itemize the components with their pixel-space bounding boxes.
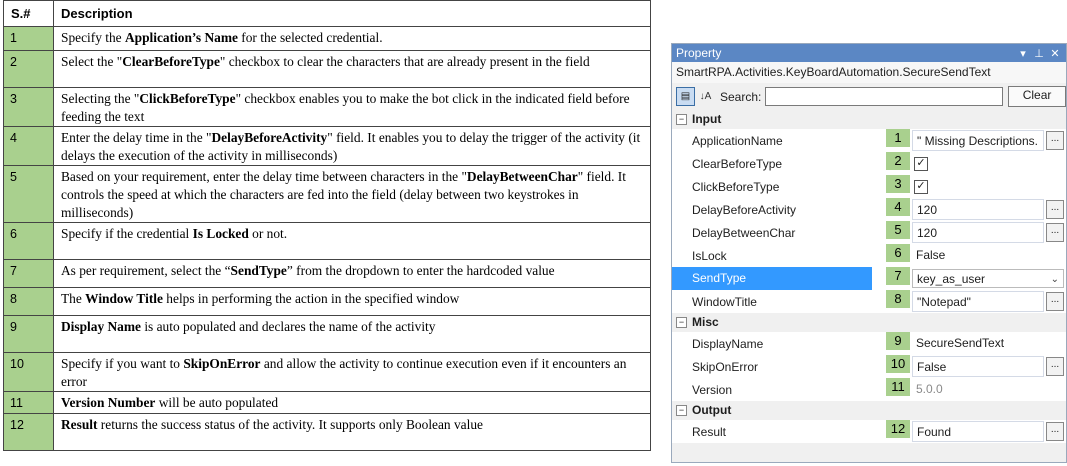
row-number: 6 — [4, 223, 54, 260]
panel-toolbar — [672, 83, 1066, 110]
prop-label: ApplicationName — [692, 133, 783, 148]
prop-label: ClearBeforeType — [692, 156, 783, 171]
row-description — [54, 414, 651, 451]
prop-window-title — [672, 290, 1066, 313]
prop-label: DisplayName — [692, 336, 764, 351]
category-misc[interactable] — [672, 313, 1066, 332]
prop-label: WindowTitle — [692, 294, 757, 309]
send-type-dropdown[interactable] — [912, 269, 1064, 288]
bold-term: Display Name — [61, 319, 141, 334]
bold-term: Window Title — [85, 291, 163, 306]
description-text: Select the " — [61, 54, 123, 69]
ellipsis-button[interactable]: ... — [1046, 200, 1064, 219]
table-row — [4, 288, 651, 316]
prop-label: ClickBeforeType — [692, 179, 780, 194]
row-number: 8 — [4, 288, 54, 316]
description-text: " checkbox to clear the characters that are already present in the field — [219, 54, 590, 69]
bold-term: ClearBeforeType — [122, 54, 220, 69]
table-header-row — [4, 1, 651, 27]
prop-label: DelayBeforeActivity — [692, 202, 797, 217]
property-panel — [671, 43, 1067, 463]
callout-badge: 3 — [886, 175, 910, 193]
selected-type-name: SmartRPA.Activities.KeyBoardAutomation.SecureSendText — [672, 62, 1066, 83]
clear-button[interactable]: Clear — [1008, 86, 1066, 107]
application-name-field[interactable]: " Missing Descriptions. — [912, 130, 1044, 151]
category-label: Output — [692, 403, 732, 417]
category-label: Input — [692, 112, 722, 126]
category-output[interactable] — [672, 401, 1066, 420]
collapse-icon[interactable]: − — [676, 114, 687, 125]
delay-between-char-field[interactable]: 120 — [912, 222, 1044, 243]
callout-badge: 9 — [886, 332, 910, 350]
prop-display-name — [672, 332, 1066, 355]
prop-result — [672, 420, 1066, 443]
version-value: 5.0.0 — [916, 382, 943, 396]
skip-on-error-field[interactable]: False — [912, 356, 1044, 377]
collapse-icon[interactable]: − — [676, 317, 687, 328]
bold-term: DelayBeforeActivity — [211, 130, 328, 145]
prop-label: DelayBetweenChar — [692, 225, 796, 240]
row-description — [54, 288, 651, 316]
chevron-down-icon[interactable]: ⌄ — [1050, 274, 1059, 285]
callout-badge: 12 — [886, 420, 910, 438]
row-number: 4 — [4, 127, 54, 166]
alphabetical-sort-icon[interactable]: ↓A — [699, 91, 712, 102]
is-lock-value[interactable]: False — [916, 248, 946, 262]
window-title-field[interactable]: "Notepad" — [912, 291, 1044, 312]
row-number: 3 — [4, 88, 54, 127]
prop-is-lock — [672, 244, 1066, 267]
callout-badge: 7 — [886, 267, 910, 285]
callout-badge: 10 — [886, 355, 910, 373]
callout-badge: 2 — [886, 152, 910, 170]
description-text: and allow the activity to continue execution even if it encounters an error — [61, 356, 627, 389]
row-number: 1 — [4, 27, 54, 51]
description-text: Specify if the credential — [61, 226, 193, 241]
table-row — [4, 392, 651, 414]
panel-titlebar — [672, 44, 1066, 62]
callout-badge: 6 — [886, 244, 910, 262]
ellipsis-button[interactable]: ... — [1046, 292, 1064, 311]
callout-badge: 4 — [886, 198, 910, 216]
category-input[interactable] — [672, 110, 1066, 129]
description-text: for the selected credential. — [237, 30, 383, 45]
callout-badge: 5 — [886, 221, 910, 239]
description-text: Specify the — [61, 30, 125, 45]
row-description — [54, 260, 651, 288]
table-body — [4, 27, 651, 451]
description-text: Based on your requirement, enter the delay time between characters in the " — [61, 169, 467, 184]
row-number: 12 — [4, 414, 54, 451]
prop-delay-between-char — [672, 221, 1066, 244]
description-text: " checkbox enables you to make the bot click in the indicated field before feeding the text — [61, 91, 630, 124]
description-text: returns the success status of the activity. It supports only Boolean value — [97, 417, 483, 432]
description-text: helps in performing the action in the specified window — [162, 291, 460, 306]
dropdown-icon[interactable]: ▾ — [1020, 47, 1026, 60]
header-description: Description — [54, 1, 651, 27]
prop-label: Version — [692, 382, 733, 397]
callout-badge: 11 — [886, 378, 910, 396]
search-input[interactable] — [765, 87, 1003, 106]
bold-term: SkipOnError — [183, 356, 261, 371]
description-text: or not. — [248, 226, 288, 241]
row-description — [54, 51, 651, 88]
table-row — [4, 127, 651, 166]
row-number: 2 — [4, 51, 54, 88]
row-description — [54, 166, 651, 223]
result-field[interactable]: Found — [912, 421, 1044, 442]
bold-term: Is Locked — [192, 226, 249, 241]
bold-term: DelayBetweenChar — [466, 169, 578, 184]
bold-term: Application’s Name — [124, 30, 238, 45]
row-number: 10 — [4, 353, 54, 392]
description-text: As per requirement, select the “ — [61, 263, 231, 278]
prop-version — [672, 378, 1066, 401]
description-text: is auto populated and declares the name of the activity — [140, 319, 436, 334]
prop-click-before-type — [672, 175, 1066, 198]
pin-icon[interactable]: ⊥ — [1034, 47, 1044, 60]
description-text: " field. It enables you to delay the trigger of the activity (it delays the execution of the activity in milliseconds) — [61, 130, 641, 163]
table-row — [4, 353, 651, 392]
table-row — [4, 27, 651, 51]
bold-term: Result — [61, 417, 98, 432]
search-label: Search: — [719, 89, 762, 104]
row-description — [54, 353, 651, 392]
prop-clear-before-type — [672, 152, 1066, 175]
send-type-value: key_as_user — [917, 272, 986, 286]
ellipsis-button[interactable]: ... — [1046, 131, 1064, 150]
bold-term: Version Number — [61, 395, 156, 410]
row-description — [54, 88, 651, 127]
row-description — [54, 127, 651, 166]
prop-label: SendType — [672, 267, 872, 290]
table-row — [4, 166, 651, 223]
row-description — [54, 392, 651, 414]
ellipsis-button[interactable]: ... — [1046, 357, 1064, 376]
prop-application-name — [672, 129, 1066, 152]
delay-before-activity-field[interactable]: 120 — [912, 199, 1044, 220]
categorized-sort-icon[interactable]: ▤ — [676, 87, 695, 106]
collapse-icon[interactable]: − — [676, 405, 687, 416]
category-label: Misc — [692, 315, 719, 329]
row-number: 9 — [4, 316, 54, 353]
bold-term: SendType — [230, 263, 287, 278]
row-number: 7 — [4, 260, 54, 288]
bold-term: ClickBeforeType — [139, 91, 236, 106]
close-icon[interactable]: ✕ — [1050, 47, 1060, 60]
table-row — [4, 414, 651, 451]
prop-delay-before-activity — [672, 198, 1066, 221]
description-text: Specify if you want to — [61, 356, 184, 371]
callout-badge: 1 — [886, 129, 910, 147]
display-name-value[interactable]: SecureSendText — [916, 336, 1005, 350]
header-number: S.# — [4, 1, 54, 27]
row-description — [54, 316, 651, 353]
prop-skip-on-error — [672, 355, 1066, 378]
table-row — [4, 51, 651, 88]
description-text: The — [61, 291, 86, 306]
prop-send-type — [672, 267, 1066, 290]
click-before-type-checkbox[interactable]: ✓ — [914, 180, 928, 194]
prop-label: IsLock — [692, 248, 727, 263]
table-row — [4, 316, 651, 353]
table-row — [4, 88, 651, 127]
panel-title: Property — [676, 46, 722, 60]
property-grid — [672, 110, 1066, 443]
description-text: ” from the dropdown to enter the hardcoded value — [286, 263, 555, 278]
ellipsis-button[interactable]: ... — [1046, 223, 1064, 242]
table-row — [4, 260, 651, 288]
callout-badge: 8 — [886, 290, 910, 308]
prop-label: Result — [692, 424, 727, 439]
description-text: will be auto populated — [155, 395, 279, 410]
table-row — [4, 223, 651, 260]
description-text: Enter the delay time in the " — [61, 130, 212, 145]
ellipsis-button[interactable]: ... — [1046, 422, 1064, 441]
description-text: " field. It controls the speed at which the characters are fed into the field (delay between two keystrokes in milliseconds) — [61, 169, 626, 220]
description-text: Selecting the " — [61, 91, 140, 106]
row-number: 5 — [4, 166, 54, 223]
clear-before-type-checkbox[interactable]: ✓ — [914, 157, 928, 171]
prop-label: SkipOnError — [692, 359, 759, 374]
description-table — [3, 0, 651, 451]
row-description — [54, 27, 651, 51]
row-description — [54, 223, 651, 260]
row-number: 11 — [4, 392, 54, 414]
